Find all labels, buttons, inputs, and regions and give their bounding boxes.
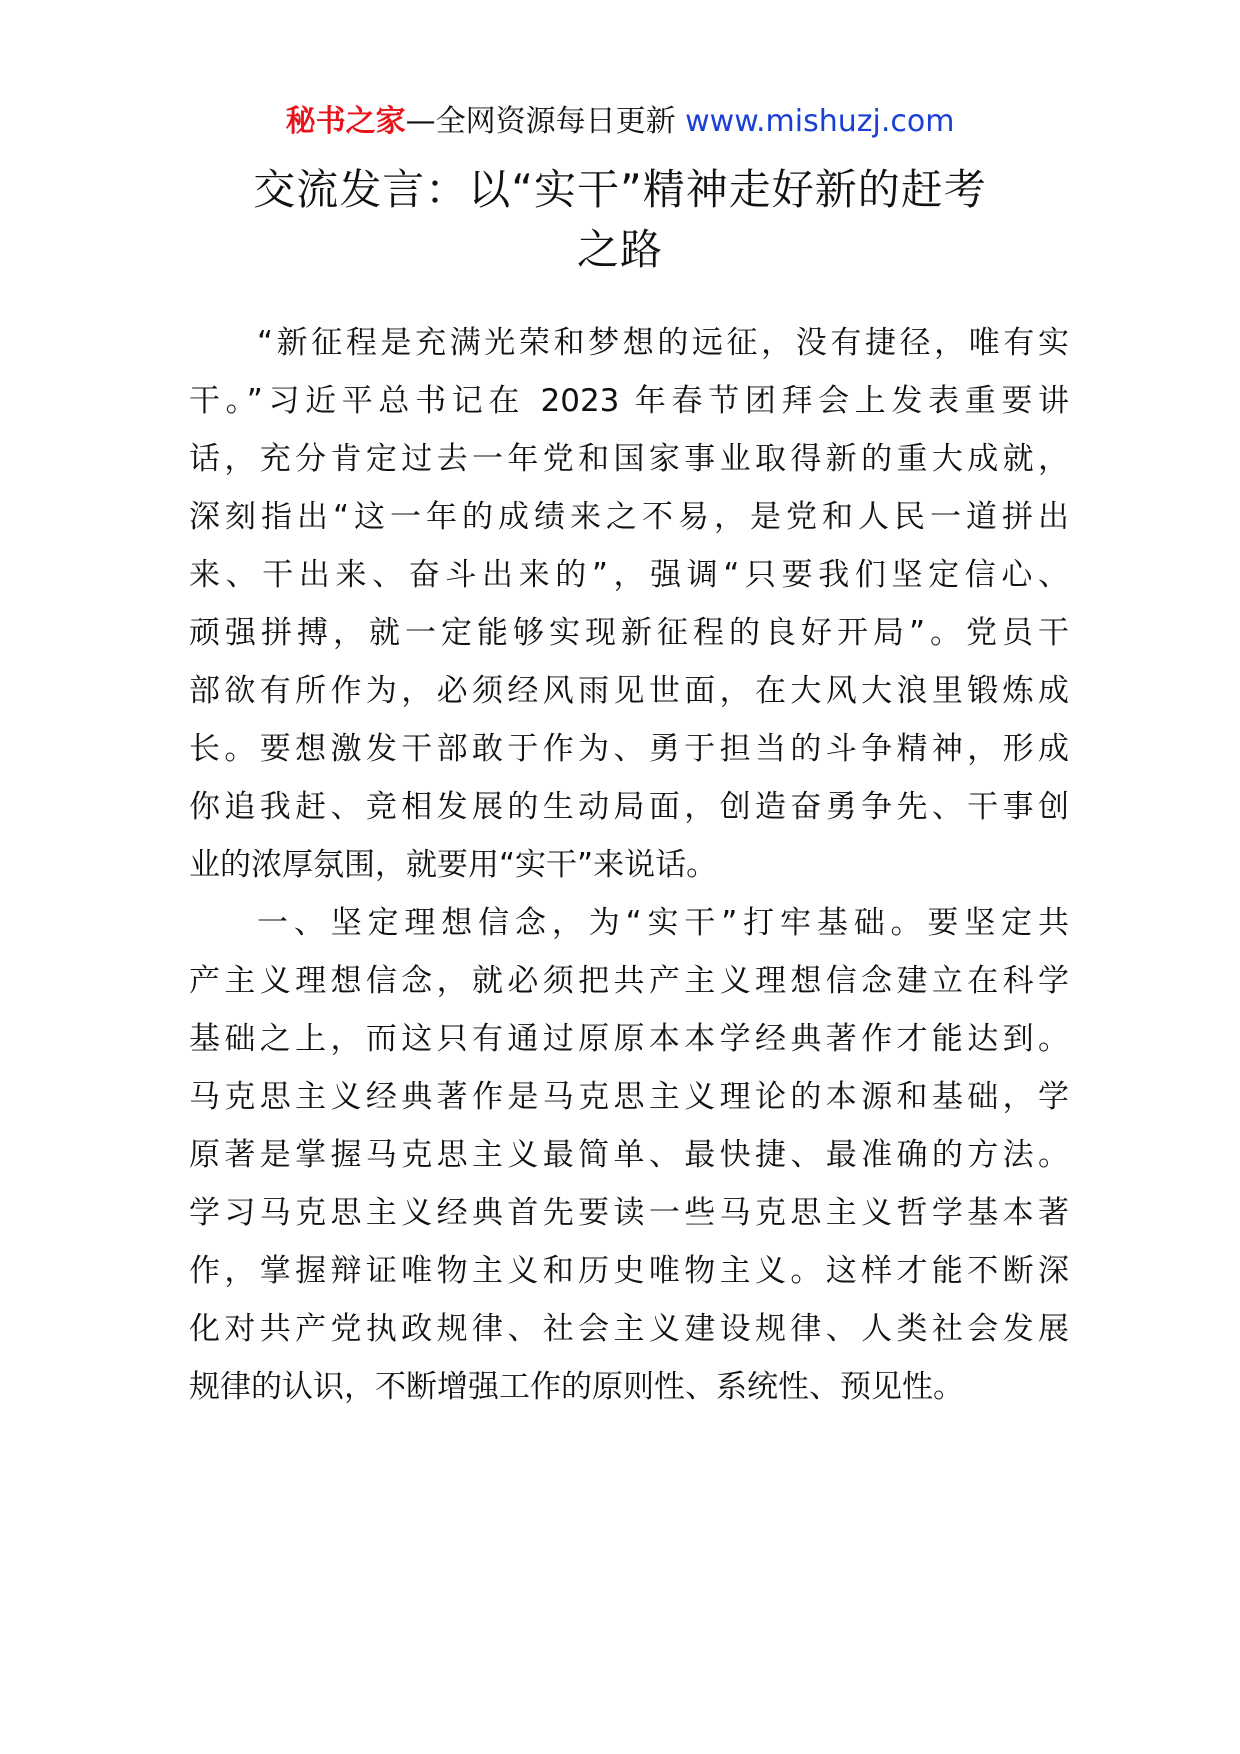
paragraph-line: 学习马克思主义经典首先要读一些马克思主义哲学基本著	[189, 1195, 1069, 1231]
site-url-link[interactable]: www.mishuzj.com	[685, 104, 955, 139]
brand-name: 秘书之家	[285, 104, 406, 139]
paragraph-line: 话，充分肯定过去一年党和国家事业取得新的重大成就，	[189, 441, 1069, 477]
paragraph-line: 深刻指出“这一年的成绩来之不易，是党和人民一道拼出	[189, 499, 1069, 535]
paragraph-line: 产主义理想信念，就必须把共产主义理想信念建立在科学	[189, 963, 1069, 999]
paragraph-line: 长。要想激发干部敢于作为、勇于担当的斗争精神，形成	[189, 731, 1069, 767]
paragraph-line: 来、干出来、奋斗出来的”，强调“只要我们坚定信心、	[189, 557, 1069, 593]
paragraph-line: 一、坚定理想信念，为“实干”打牢基础。要坚定共	[257, 905, 1069, 941]
paragraph-line: 干。”习近平总书记在 2023 年春节团拜会上发表重要讲	[189, 383, 1069, 419]
title-line: 交流发言：以“实干”精神走好新的赶考	[253, 165, 987, 214]
paragraph-line: 原著是掌握马克思主义最简单、最快捷、最准确的方法。	[189, 1137, 1069, 1173]
paragraph-line: 业的浓厚氛围，就要用“实干”来说话。	[189, 847, 718, 883]
document-title	[180, 160, 1060, 280]
paragraph-line: 化对共产党执政规律、社会主义建设规律、人类社会发展	[189, 1311, 1069, 1347]
paragraph-line: 你追我赶、竞相发展的生动局面，创造奋勇争先、干事创	[189, 789, 1069, 825]
paragraph-line: 规律的认识，不断增强工作的原则性、系统性、预见性。	[189, 1369, 964, 1405]
header-tagline: —全网资源每日更新	[405, 104, 676, 139]
paragraph-line: 马克思主义经典著作是马克思主义理论的本源和基础，学	[189, 1079, 1069, 1115]
paragraph-line: 部欲有所作为，必须经风雨见世面，在大风大浪里锻炼成	[189, 673, 1069, 709]
site-header	[0, 100, 1240, 144]
paragraph-line: 基础之上，而这只有通过原原本本学经典著作才能达到。	[189, 1021, 1069, 1057]
paragraph-line: 顽强拼搏，就一定能够实现新征程的良好开局”。党员干	[189, 615, 1069, 651]
title-line: 之路	[576, 225, 663, 274]
paragraph-line: “新征程是充满光荣和梦想的远征，没有捷径，唯有实	[257, 325, 1069, 361]
paragraph-line: 作，掌握辩证唯物主义和历史唯物主义。这样才能不断深	[189, 1253, 1069, 1289]
